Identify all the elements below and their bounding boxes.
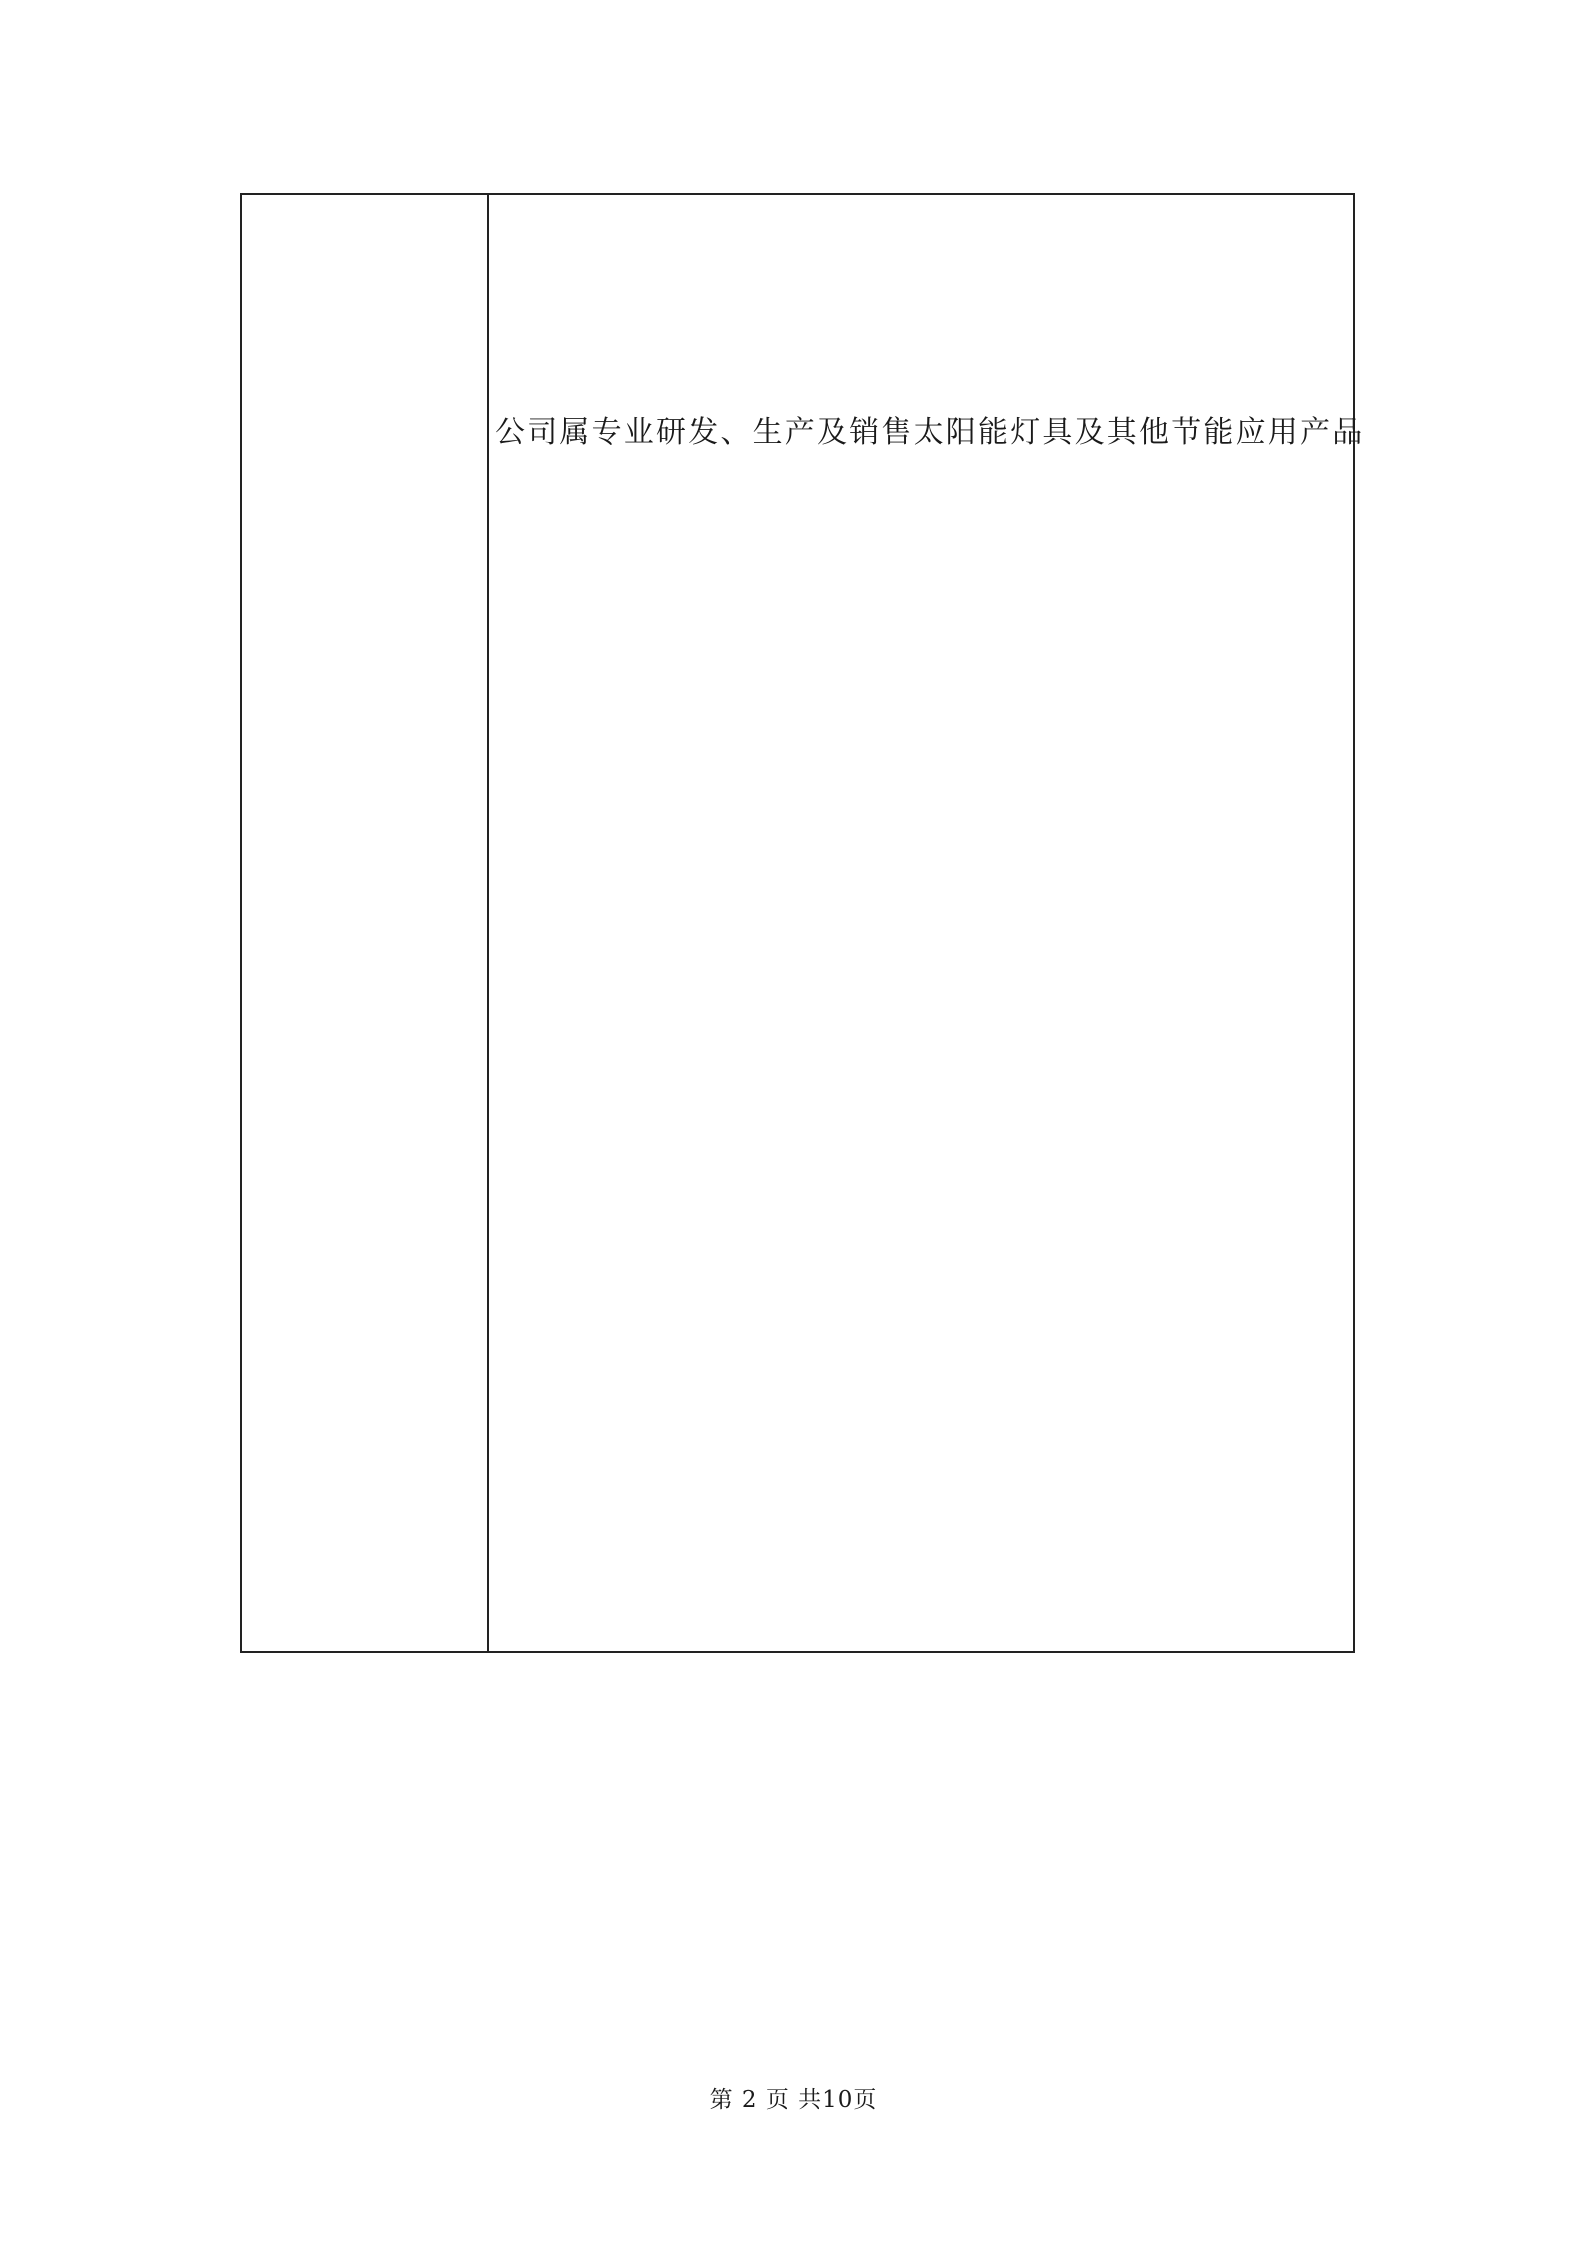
page-number: 第 2 页 共10页 <box>709 2087 878 2113</box>
content-table <box>240 193 1365 1653</box>
table-content-cell <box>489 195 1365 1651</box>
table-label-cell <box>242 195 489 1651</box>
text-line: 公司属专业研发、生产及销售太阳能灯具及其他节能应用产品 <box>495 415 1365 450</box>
